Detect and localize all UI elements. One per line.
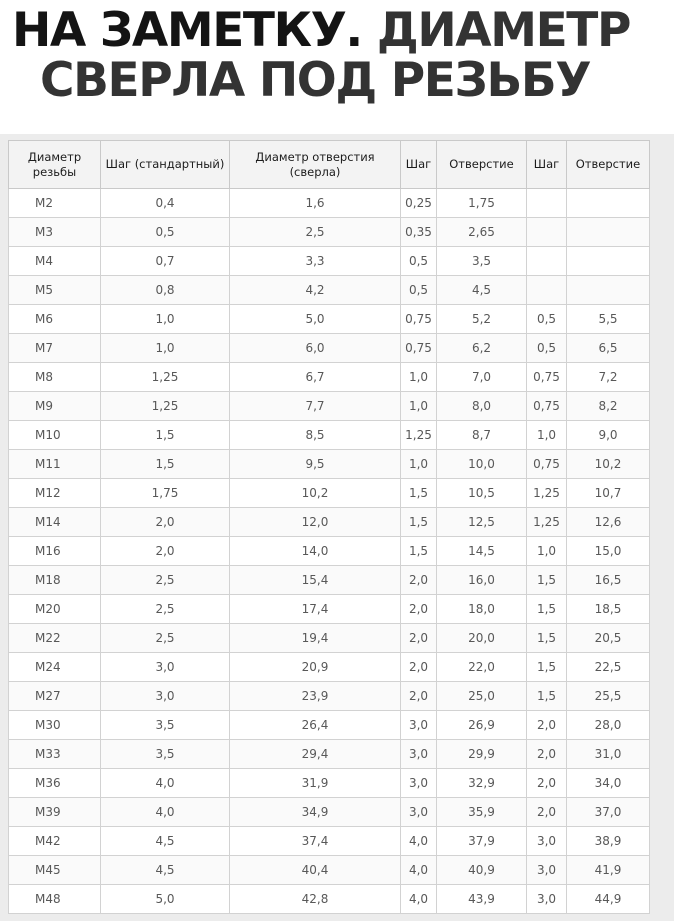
cell-fine-pitch-2: 2,0	[527, 769, 567, 798]
table-row	[9, 276, 650, 305]
cell-fine-hole-2: 31,0	[567, 740, 650, 769]
cell-thread: М11	[9, 450, 101, 479]
cell-hole: 6,7	[230, 363, 401, 392]
cell-thread: М20	[9, 595, 101, 624]
cell-fine-pitch-1: 2,0	[401, 566, 437, 595]
cell-fine-pitch-1: 0,5	[401, 276, 437, 305]
cell-thread: М48	[9, 885, 101, 914]
cell-fine-pitch-1: 3,0	[401, 798, 437, 827]
cell-fine-hole-1: 12,5	[437, 508, 527, 537]
cell-thread: М36	[9, 769, 101, 798]
table-background	[0, 134, 674, 921]
cell-fine-hole-2: 18,5	[567, 595, 650, 624]
cell-thread: М30	[9, 711, 101, 740]
cell-fine-hole-1: 8,0	[437, 392, 527, 421]
cell-thread: М6	[9, 305, 101, 334]
cell-fine-hole-1: 22,0	[437, 653, 527, 682]
cell-hole: 37,4	[230, 827, 401, 856]
table-row	[9, 653, 650, 682]
cell-fine-pitch-2: 1,5	[527, 624, 567, 653]
table-row	[9, 566, 650, 595]
cell-fine-hole-1: 16,0	[437, 566, 527, 595]
table-row	[9, 305, 650, 334]
cell-fine-pitch-2: 0,5	[527, 305, 567, 334]
cell-fine-pitch-1: 4,0	[401, 856, 437, 885]
cell-hole: 14,0	[230, 537, 401, 566]
cell-thread: М3	[9, 218, 101, 247]
cell-hole: 17,4	[230, 595, 401, 624]
cell-hole: 40,4	[230, 856, 401, 885]
cell-hole: 3,3	[230, 247, 401, 276]
cell-fine-pitch-1: 2,0	[401, 682, 437, 711]
cell-fine-hole-1: 4,5	[437, 276, 527, 305]
cell-fine-hole-2: 44,9	[567, 885, 650, 914]
cell-fine-hole-1: 35,9	[437, 798, 527, 827]
cell-fine-hole-2	[567, 276, 650, 305]
cell-pitch: 3,0	[101, 682, 230, 711]
header-hole-fine-2: Отверстие	[567, 141, 650, 189]
cell-thread: М22	[9, 624, 101, 653]
header-hole-fine-1: Отверстие	[437, 141, 527, 189]
cell-fine-pitch-2: 1,5	[527, 566, 567, 595]
cell-fine-hole-2: 25,5	[567, 682, 650, 711]
cell-fine-pitch-1: 0,5	[401, 247, 437, 276]
cell-fine-hole-2: 6,5	[567, 334, 650, 363]
cell-fine-pitch-1: 2,0	[401, 624, 437, 653]
cell-fine-pitch-1: 1,5	[401, 479, 437, 508]
cell-thread: М33	[9, 740, 101, 769]
cell-thread: М8	[9, 363, 101, 392]
cell-pitch: 0,4	[101, 189, 230, 218]
cell-hole: 29,4	[230, 740, 401, 769]
cell-hole: 2,5	[230, 218, 401, 247]
cell-fine-pitch-2: 1,5	[527, 682, 567, 711]
cell-fine-pitch-2: 2,0	[527, 711, 567, 740]
cell-hole: 34,9	[230, 798, 401, 827]
cell-thread: М42	[9, 827, 101, 856]
cell-pitch: 0,8	[101, 276, 230, 305]
cell-pitch: 0,5	[101, 218, 230, 247]
cell-pitch: 2,0	[101, 508, 230, 537]
cell-hole: 19,4	[230, 624, 401, 653]
cell-fine-pitch-2: 2,0	[527, 740, 567, 769]
title-diameter: ДИАМЕТР	[376, 3, 631, 58]
cell-fine-pitch-2: 1,0	[527, 421, 567, 450]
cell-pitch: 4,0	[101, 798, 230, 827]
cell-pitch: 3,5	[101, 711, 230, 740]
table-row	[9, 595, 650, 624]
cell-fine-pitch-2: 1,5	[527, 595, 567, 624]
cell-fine-hole-2: 16,5	[567, 566, 650, 595]
title-line-2: СВЕРЛА ПОД РЕЗЬБУ	[40, 53, 591, 108]
cell-fine-pitch-1: 0,75	[401, 305, 437, 334]
cell-fine-pitch-2: 0,75	[527, 450, 567, 479]
cell-fine-hole-1: 37,9	[437, 827, 527, 856]
cell-fine-pitch-1: 2,0	[401, 653, 437, 682]
table-row	[9, 508, 650, 537]
cell-fine-pitch-2: 0,75	[527, 392, 567, 421]
cell-hole: 6,0	[230, 334, 401, 363]
cell-thread: М24	[9, 653, 101, 682]
cell-hole: 12,0	[230, 508, 401, 537]
cell-fine-hole-1: 5,2	[437, 305, 527, 334]
cell-fine-hole-1: 10,5	[437, 479, 527, 508]
cell-fine-hole-2: 20,5	[567, 624, 650, 653]
cell-fine-hole-1: 25,0	[437, 682, 527, 711]
cell-fine-pitch-1: 2,0	[401, 595, 437, 624]
cell-fine-hole-1: 8,7	[437, 421, 527, 450]
cell-fine-pitch-2: 1,0	[527, 537, 567, 566]
cell-fine-pitch-1: 0,75	[401, 334, 437, 363]
cell-fine-hole-1: 32,9	[437, 769, 527, 798]
cell-fine-hole-1: 40,9	[437, 856, 527, 885]
cell-fine-hole-1: 26,9	[437, 711, 527, 740]
cell-fine-pitch-1: 3,0	[401, 769, 437, 798]
cell-fine-pitch-2: 3,0	[527, 827, 567, 856]
table-row	[9, 856, 650, 885]
cell-fine-hole-1: 2,65	[437, 218, 527, 247]
cell-thread: М5	[9, 276, 101, 305]
cell-fine-pitch-2: 3,0	[527, 856, 567, 885]
cell-pitch: 1,25	[101, 363, 230, 392]
table-row	[9, 421, 650, 450]
cell-fine-hole-2	[567, 247, 650, 276]
cell-fine-pitch-1: 1,5	[401, 508, 437, 537]
cell-pitch: 2,5	[101, 624, 230, 653]
cell-pitch: 2,0	[101, 537, 230, 566]
cell-fine-hole-2: 28,0	[567, 711, 650, 740]
cell-fine-hole-2: 8,2	[567, 392, 650, 421]
cell-thread: М14	[9, 508, 101, 537]
cell-fine-hole-1: 14,5	[437, 537, 527, 566]
table-row	[9, 537, 650, 566]
cell-pitch: 3,5	[101, 740, 230, 769]
cell-fine-pitch-1: 1,0	[401, 450, 437, 479]
cell-fine-hole-2	[567, 189, 650, 218]
cell-fine-hole-1: 18,0	[437, 595, 527, 624]
table-row	[9, 740, 650, 769]
cell-fine-pitch-1: 1,0	[401, 392, 437, 421]
cell-fine-hole-2: 34,0	[567, 769, 650, 798]
cell-thread: М18	[9, 566, 101, 595]
cell-fine-pitch-2: 2,0	[527, 798, 567, 827]
cell-fine-pitch-1: 0,25	[401, 189, 437, 218]
cell-thread: М16	[9, 537, 101, 566]
cell-fine-hole-1: 43,9	[437, 885, 527, 914]
cell-hole: 5,0	[230, 305, 401, 334]
table-row	[9, 769, 650, 798]
cell-fine-pitch-2	[527, 247, 567, 276]
cell-fine-pitch-1: 1,25	[401, 421, 437, 450]
cell-thread: М4	[9, 247, 101, 276]
cell-hole: 4,2	[230, 276, 401, 305]
header-thread-diameter: Диаметр резьбы	[9, 141, 101, 189]
cell-fine-hole-2: 22,5	[567, 653, 650, 682]
cell-pitch: 4,0	[101, 769, 230, 798]
table-row	[9, 885, 650, 914]
cell-pitch: 3,0	[101, 653, 230, 682]
table-row	[9, 479, 650, 508]
cell-hole: 8,5	[230, 421, 401, 450]
cell-fine-pitch-2: 3,0	[527, 885, 567, 914]
table-row	[9, 682, 650, 711]
table-row	[9, 624, 650, 653]
cell-thread: М45	[9, 856, 101, 885]
cell-fine-hole-2: 10,2	[567, 450, 650, 479]
cell-thread: М12	[9, 479, 101, 508]
cell-fine-hole-2: 37,0	[567, 798, 650, 827]
cell-fine-pitch-1: 3,0	[401, 711, 437, 740]
table-row	[9, 392, 650, 421]
cell-hole: 10,2	[230, 479, 401, 508]
cell-fine-pitch-2: 1,25	[527, 479, 567, 508]
table-row	[9, 711, 650, 740]
cell-fine-pitch-1: 1,0	[401, 363, 437, 392]
table-body	[9, 189, 650, 914]
cell-hole: 23,9	[230, 682, 401, 711]
cell-pitch: 0,7	[101, 247, 230, 276]
cell-fine-pitch-2: 0,5	[527, 334, 567, 363]
cell-fine-pitch-1: 4,0	[401, 827, 437, 856]
cell-fine-hole-2: 7,2	[567, 363, 650, 392]
header-hole-diameter: Диаметр отверстия (сверла)	[230, 141, 401, 189]
cell-fine-hole-1: 29,9	[437, 740, 527, 769]
cell-pitch: 2,5	[101, 595, 230, 624]
cell-thread: М2	[9, 189, 101, 218]
cell-thread: М27	[9, 682, 101, 711]
header-pitch-standard: Шаг (стандартный)	[101, 141, 230, 189]
drill-size-table	[8, 140, 650, 914]
cell-hole: 31,9	[230, 769, 401, 798]
cell-pitch: 1,5	[101, 421, 230, 450]
cell-fine-hole-2: 38,9	[567, 827, 650, 856]
cell-fine-pitch-1: 1,5	[401, 537, 437, 566]
cell-hole: 7,7	[230, 392, 401, 421]
table-row	[9, 218, 650, 247]
table-row	[9, 450, 650, 479]
cell-fine-pitch-2: 1,5	[527, 653, 567, 682]
cell-fine-hole-2: 5,5	[567, 305, 650, 334]
cell-fine-pitch-1: 4,0	[401, 885, 437, 914]
cell-fine-hole-1: 1,75	[437, 189, 527, 218]
table-header-row	[9, 141, 650, 189]
cell-fine-pitch-2	[527, 276, 567, 305]
table-row	[9, 827, 650, 856]
cell-hole: 26,4	[230, 711, 401, 740]
cell-fine-pitch-1: 0,35	[401, 218, 437, 247]
header-pitch-fine-2: Шаг	[527, 141, 567, 189]
cell-fine-hole-2: 12,6	[567, 508, 650, 537]
title-note: НА ЗАМЕТКУ.	[12, 3, 362, 58]
page-title	[0, 3, 674, 108]
cell-thread: М10	[9, 421, 101, 450]
table-row	[9, 334, 650, 363]
cell-fine-hole-1: 20,0	[437, 624, 527, 653]
cell-fine-hole-1: 10,0	[437, 450, 527, 479]
cell-pitch: 4,5	[101, 856, 230, 885]
table-row	[9, 189, 650, 218]
cell-pitch: 1,75	[101, 479, 230, 508]
cell-pitch: 1,5	[101, 450, 230, 479]
cell-fine-hole-1: 7,0	[437, 363, 527, 392]
title-line-1	[0, 3, 674, 58]
cell-fine-hole-1: 3,5	[437, 247, 527, 276]
cell-fine-hole-2: 41,9	[567, 856, 650, 885]
cell-fine-pitch-1: 3,0	[401, 740, 437, 769]
cell-hole: 20,9	[230, 653, 401, 682]
cell-hole: 1,6	[230, 189, 401, 218]
cell-thread: М7	[9, 334, 101, 363]
table-row	[9, 363, 650, 392]
cell-pitch: 2,5	[101, 566, 230, 595]
table-row	[9, 798, 650, 827]
cell-hole: 15,4	[230, 566, 401, 595]
header-pitch-fine-1: Шаг	[401, 141, 437, 189]
cell-pitch: 1,0	[101, 334, 230, 363]
cell-fine-pitch-2	[527, 218, 567, 247]
table-row	[9, 247, 650, 276]
cell-fine-hole-2: 10,7	[567, 479, 650, 508]
cell-fine-pitch-2: 1,25	[527, 508, 567, 537]
cell-pitch: 1,0	[101, 305, 230, 334]
cell-pitch: 1,25	[101, 392, 230, 421]
cell-fine-hole-1: 6,2	[437, 334, 527, 363]
cell-hole: 42,8	[230, 885, 401, 914]
cell-hole: 9,5	[230, 450, 401, 479]
cell-pitch: 4,5	[101, 827, 230, 856]
cell-pitch: 5,0	[101, 885, 230, 914]
cell-thread: М39	[9, 798, 101, 827]
cell-fine-pitch-2: 0,75	[527, 363, 567, 392]
cell-fine-hole-2: 9,0	[567, 421, 650, 450]
cell-fine-pitch-2	[527, 189, 567, 218]
cell-thread: М9	[9, 392, 101, 421]
cell-fine-hole-2	[567, 218, 650, 247]
cell-fine-hole-2: 15,0	[567, 537, 650, 566]
